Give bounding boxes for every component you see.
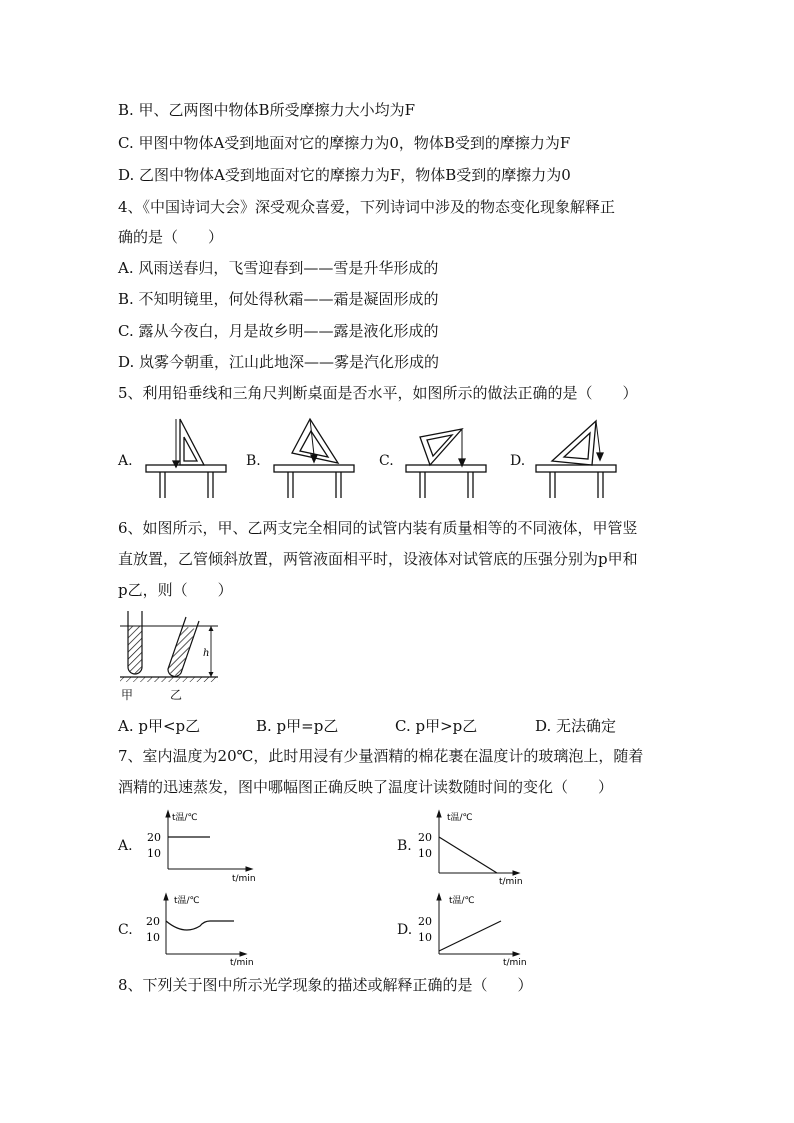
q5-figure-d xyxy=(530,415,622,500)
q5-figure-b xyxy=(268,415,360,500)
q5-figure-a xyxy=(140,415,232,500)
q6-stem-line3: p乙，则（ ） xyxy=(118,581,233,599)
q7b-tick-10: 10 xyxy=(418,847,432,860)
q6-option-a: A. p甲<p乙 xyxy=(118,717,201,735)
q4-option-d: D. 岚雾今朝重，江山此地深——雾是汽化形成的 xyxy=(118,353,440,371)
q7c-y-axis-label: t温/℃ xyxy=(174,896,200,906)
q6-option-d: D. 无法确定 xyxy=(535,717,617,735)
q7-label-d: D. xyxy=(397,922,413,938)
q6-label-yi: 乙 xyxy=(170,688,183,702)
q7a-y-axis-label: t温/℃ xyxy=(172,813,198,823)
q5-label-d: D. xyxy=(510,453,526,469)
q3-option-d: D. 乙图中物体A受到地面对它的摩擦力为F，物体B受到的摩擦力为0 xyxy=(118,166,571,184)
q7a-tick-20: 20 xyxy=(147,831,161,844)
q6-label-h: h xyxy=(203,648,210,659)
q5-label-b: B. xyxy=(246,453,261,469)
q6-option-c: C. p甲>p乙 xyxy=(395,717,478,735)
q7-graph-a xyxy=(140,805,275,885)
q3-option-c: C. 甲图中物体A受到地面对它的摩擦力为0，物体B受到的摩擦力为F xyxy=(118,134,571,152)
q7b-tick-20: 20 xyxy=(418,831,432,844)
q7c-x-axis-label: t/min xyxy=(230,958,254,968)
q7-label-b: B. xyxy=(397,838,412,854)
q7b-y-axis-label: t温/℃ xyxy=(447,813,473,823)
q7-graph-b xyxy=(415,805,550,885)
q6-stem-line1: 6、如图所示，甲、乙两支完全相同的试管内装有质量相等的不同液体，甲管竖 xyxy=(118,519,638,537)
q4-option-b: B. 不知明镜里，何处得秋霜——霜是凝固形成的 xyxy=(118,290,439,308)
q7d-x-axis-label: t/min xyxy=(503,958,527,968)
q7-graph-d xyxy=(415,890,550,970)
q7d-tick-10: 10 xyxy=(418,931,432,944)
q7-graph-c xyxy=(140,890,275,970)
q4-stem-line1: 4、《中国诗词大会》深受观众喜爱，下列诗词中涉及的物态变化现象解释正 xyxy=(118,198,616,216)
q6-stem-line2: 直放置，乙管倾斜放置，两管液面相平时，设液体对试管底的压强分别为p甲和 xyxy=(118,550,638,568)
q3-option-b: B. 甲、乙两图中物体B所受摩擦力大小均为F xyxy=(118,101,415,119)
q4-stem-line2: 确的是（ ） xyxy=(118,228,224,246)
q7d-tick-20: 20 xyxy=(418,915,432,928)
q4-option-c: C. 露从今夜白，月是故乡明——露是液化形成的 xyxy=(118,322,439,340)
q7-label-c: C. xyxy=(118,922,133,938)
q4-option-a: A. 风雨送春归，飞雪迎春到——雪是升华形成的 xyxy=(118,259,439,277)
q7-stem-line2: 酒精的迅速蒸发，图中哪幅图正确反映了温度计读数随时间的变化（ ） xyxy=(118,778,614,796)
q6-test-tubes-figure xyxy=(118,605,226,685)
q5-stem: 5、利用铅垂线和三角尺判断桌面是否水平，如图所示的做法正确的是（ ） xyxy=(118,384,638,402)
q7a-x-axis-label: t/min xyxy=(232,874,256,884)
q7b-x-axis-label: t/min xyxy=(499,877,523,885)
q7-stem-line1: 7、室内温度为20℃，此时用浸有少量酒精的棉花裹在温度计的玻璃泡上，随着 xyxy=(118,747,644,765)
q7-label-a: A. xyxy=(118,838,133,854)
q6-label-jia: 甲 xyxy=(121,688,134,702)
q7a-tick-10: 10 xyxy=(147,847,161,860)
q7c-tick-20: 20 xyxy=(146,915,160,928)
q5-figure-c xyxy=(400,415,492,500)
q7d-y-axis-label: t温/℃ xyxy=(449,896,475,906)
q5-label-a: A. xyxy=(118,453,133,469)
q8-stem: 8、下列关于图中所示光学现象的描述或解释正确的是（ ） xyxy=(118,976,533,994)
q7c-tick-10: 10 xyxy=(146,931,160,944)
q6-option-b: B. p甲=p乙 xyxy=(256,717,339,735)
q5-label-c: C. xyxy=(379,453,394,469)
